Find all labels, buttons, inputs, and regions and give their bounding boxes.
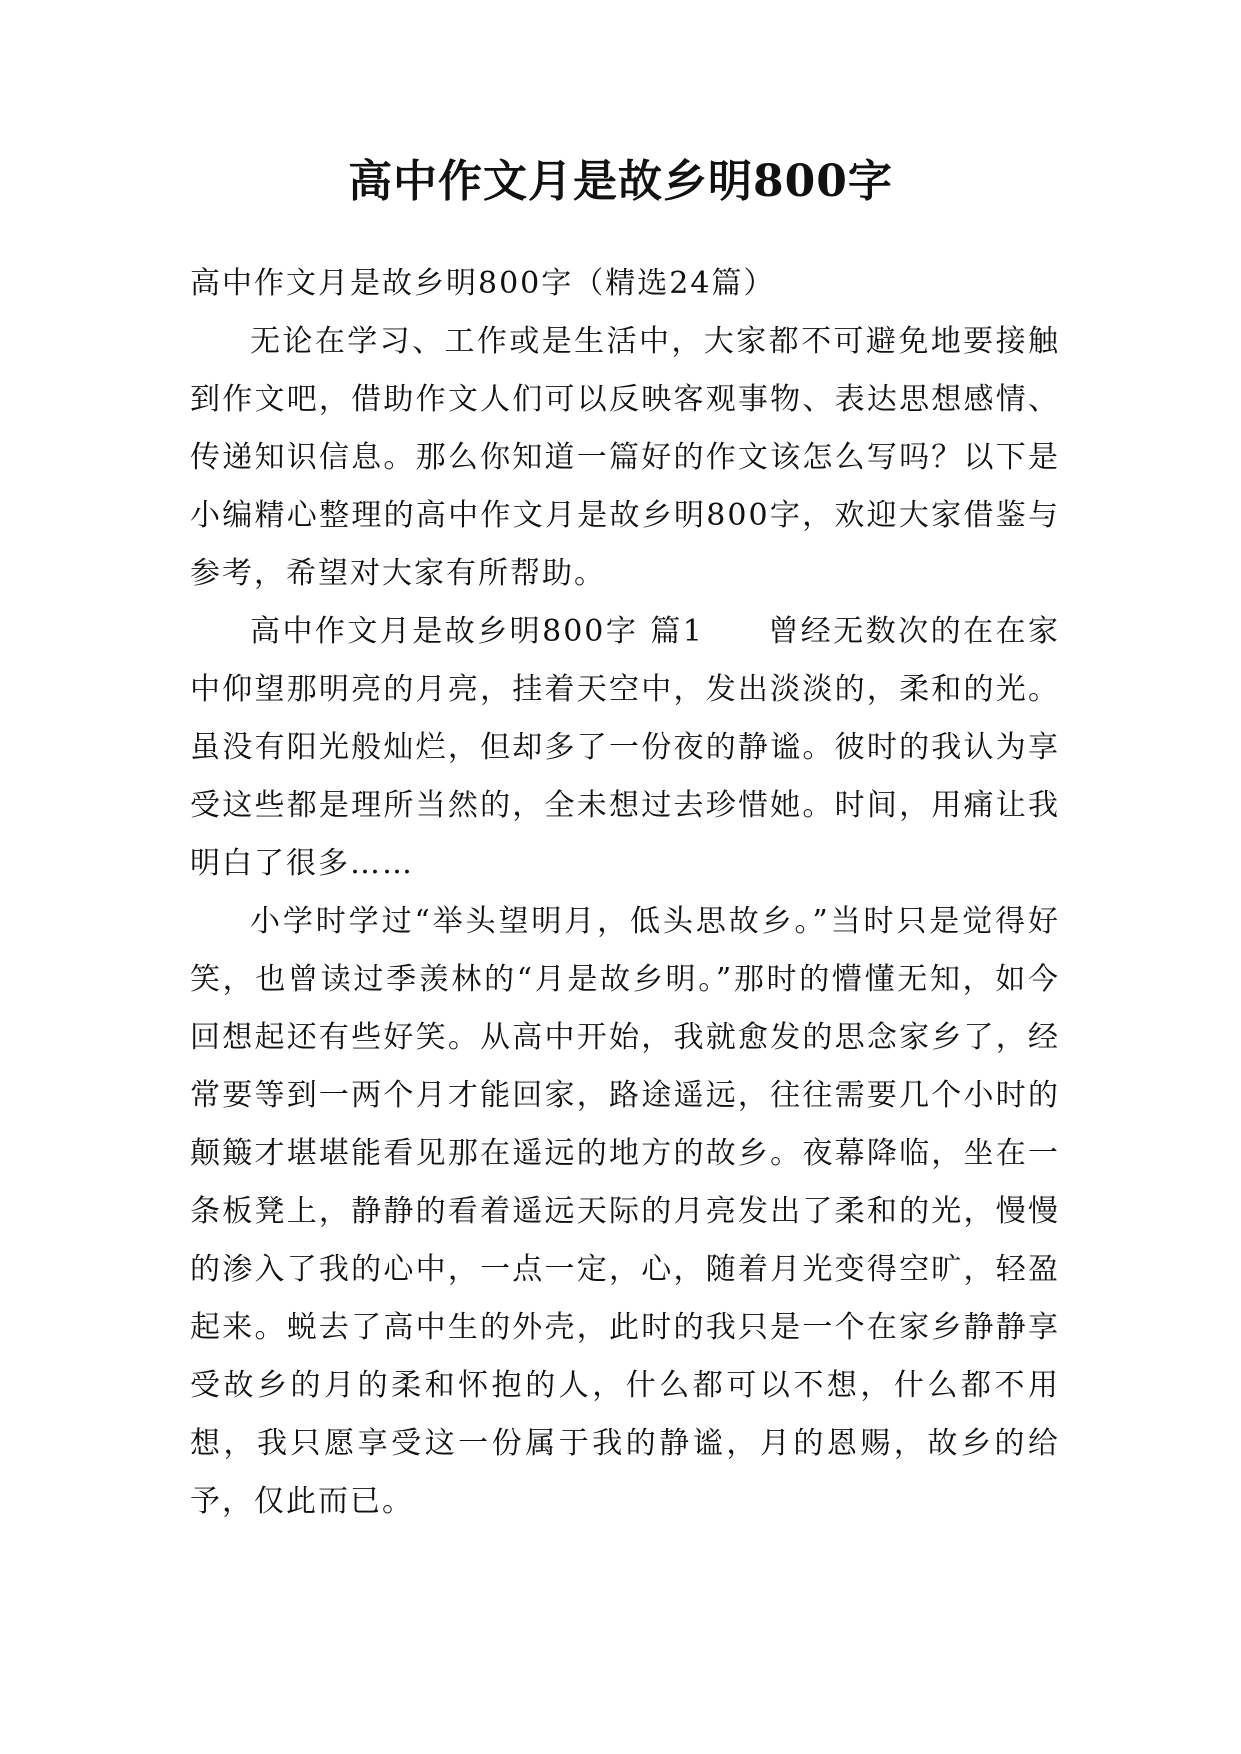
section-1-paragraph [190, 603, 1060, 893]
section-heading: 高中作文月是故乡明800字 篇1 [250, 614, 704, 649]
body-paragraph-2: 小学时学过“举头望明月，低头思故乡。”当时只是觉得好笑，也曾读过季羡林的“月是故乡明。”那时的懵懂无知，如今回想起还有些好笑。从高中开始，我就愈发的思念家乡了，经常要等到一两个月才能回家，路途遥远，往往需要几个小时的颠簸才堪堪能看见那在遥远的地方的故乡。夜幕降临，坐在一条板凳上，静静的看着遥远天际的月亮发出了柔和的光，慢慢的渗入了我的心中，一点一定，心，随着月光变得空旷，轻盈起来。蜕去了高中生的外壳，此时的我只是一个在家乡静静享受故乡的月的柔和怀抱的人，什么都可以不想，什么都不用想，我只愿享受这一份属于我的静谧，月的恩赐，故乡的给予，仅此而已。 [190, 904, 1060, 1519]
document-body [190, 255, 1060, 1531]
intro-paragraph: 无论在学习、工作或是生活中，大家都不可避免地要接触到作文吧，借助作文人们可以反映客观事物、表达思想感情、传递知识信息。那么你知道一篇好的作文该怎么写吗？以下是小编精心整理的高中作文月是故乡明800字，欢迎大家借鉴与参考，希望对大家有所帮助。 [190, 324, 1060, 591]
document-title: 高中作文月是故乡明800字 [348, 156, 893, 207]
section-first-text: 曾经无数次的在在家中仰望那明亮的月亮，挂着天空中，发出淡淡的，柔和的光。虽没有阳光般灿烂，但却多了一份夜的静谧。彼时的我认为享受这些都是理所当然的，全未想过去珍惜她。时间，用痛让我明白了很多…… [190, 614, 1060, 881]
document-subtitle: 高中作文月是故乡明800字（精选24篇） [190, 266, 776, 301]
